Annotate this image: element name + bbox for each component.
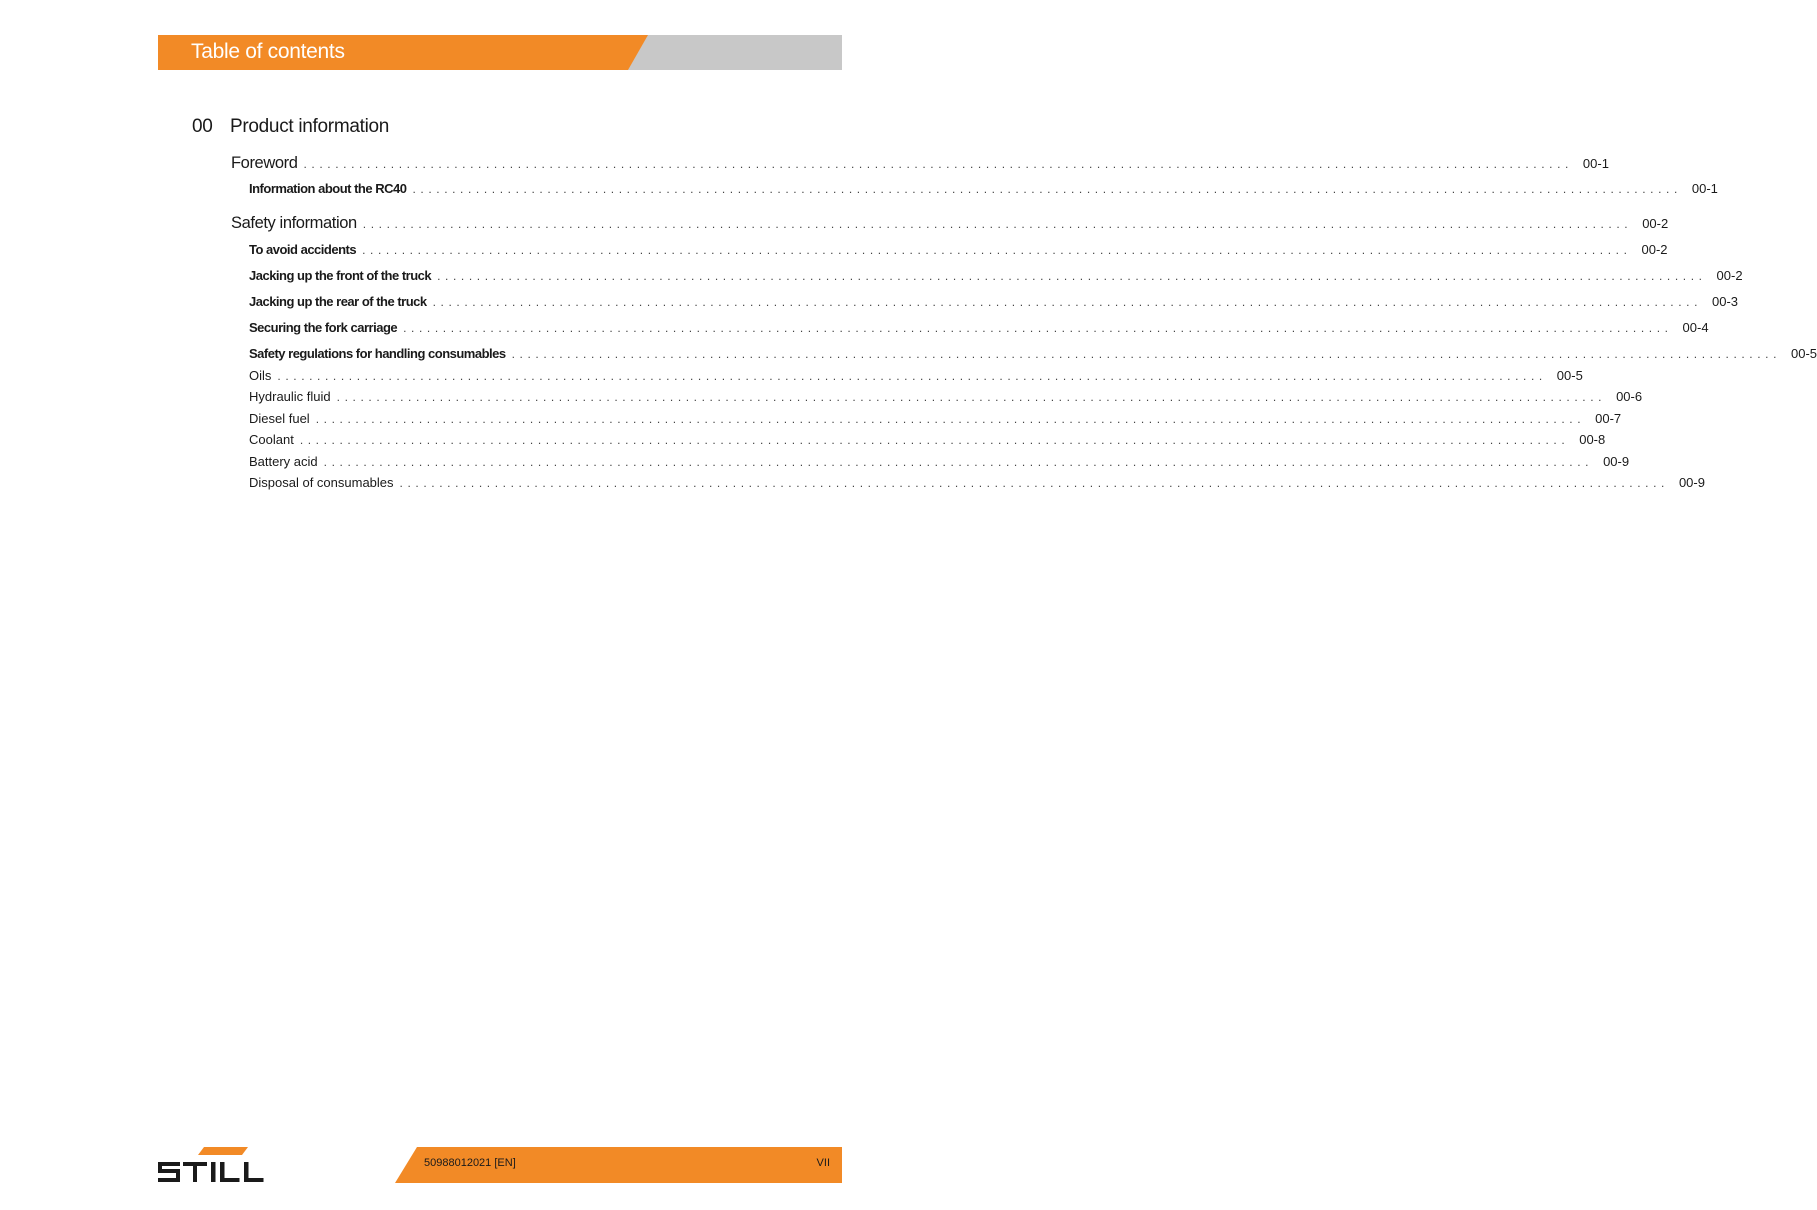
toc-entry-page: 00-4 [1682, 320, 1709, 335]
toc-dot-leader: ................................................................................................................................................................ [399, 476, 1669, 490]
toc-entry[interactable] [249, 294, 1739, 309]
toc-dot-leader: ................................................................................................................................................................ [299, 433, 1570, 447]
toc-entry-page: 00-8 [1579, 432, 1606, 447]
toc-entry[interactable] [249, 346, 1817, 361]
toc-entry-title: Disposal of consumables [249, 475, 394, 490]
toc-entry-title: Foreword [231, 154, 298, 172]
toc-entry[interactable] [249, 454, 1630, 469]
toc-entry-title: Safety information [231, 214, 357, 232]
toc-entry-title: Hydraulic fluid [249, 389, 331, 404]
toc-entry-title: Jacking up the front of the truck [249, 268, 432, 283]
toc-dot-leader: ................................................................................................................................................................ [323, 455, 1594, 469]
toc-entry[interactable] [231, 214, 1669, 233]
chapter-heading [192, 116, 389, 138]
toc-entry-title: Oils [249, 368, 272, 383]
toc-entry-title: Coolant [249, 432, 294, 447]
toc-entry-page: 00-1 [1582, 156, 1609, 171]
toc-dot-leader: ................................................................................................................................................................ [412, 182, 1682, 196]
still-logo [158, 1147, 284, 1183]
toc-entry-title: To avoid accidents [249, 242, 357, 257]
toc-entry[interactable] [249, 320, 1709, 335]
toc-entry-page: 00-2 [1641, 242, 1668, 257]
toc-entry-page: 00-9 [1603, 454, 1630, 469]
toc-entry-page: 00-2 [1642, 216, 1669, 231]
toc-entry[interactable] [249, 432, 1606, 447]
toc-dot-leader: ................................................................................................................................................................ [362, 243, 1632, 257]
toc-entry[interactable] [231, 154, 1609, 173]
toc-entry-page: 00-3 [1712, 294, 1739, 309]
toc-dot-leader: ................................................................................................................................................................ [303, 157, 1573, 171]
toc-dot-leader: ................................................................................................................................................................ [403, 321, 1673, 335]
chapter-number: 00 [192, 116, 213, 137]
toc-dot-leader: ................................................................................................................................................................ [511, 347, 1782, 361]
toc-entry-title: Jacking up the rear of the truck [249, 294, 427, 309]
page-title: Table of contents [191, 40, 345, 63]
toc-entry-title: Safety regulations for handling consumables [249, 346, 506, 361]
toc-dot-leader: ................................................................................................................................................................ [277, 369, 1547, 383]
chapter-title: Product information [230, 116, 390, 137]
toc-entry-page: 00-5 [1791, 346, 1817, 361]
toc-entry[interactable] [249, 242, 1668, 257]
toc-entry-page: 00-9 [1678, 475, 1705, 490]
toc-dot-leader: ................................................................................................................................................................ [315, 412, 1586, 426]
toc-entry-title: Information about the RC40 [249, 181, 407, 196]
footer-bar [395, 1147, 842, 1183]
toc-entry-title: Diesel fuel [249, 411, 310, 426]
toc-entry-title: Securing the fork carriage [249, 320, 398, 335]
toc-dot-leader: ................................................................................................................................................................ [362, 217, 1633, 231]
toc-entry[interactable] [249, 368, 1583, 383]
toc-entry[interactable] [249, 475, 1705, 490]
header-banner [158, 35, 842, 70]
toc-entry[interactable] [249, 181, 1718, 196]
toc-entry-page: 00-7 [1595, 411, 1622, 426]
toc-entry[interactable] [249, 268, 1743, 283]
toc-entry-page: 00-1 [1691, 181, 1718, 196]
toc-entry[interactable] [249, 411, 1622, 426]
toc-entry-title: Battery acid [249, 454, 318, 469]
toc-entry-page: 00-5 [1556, 368, 1583, 383]
document-number: 50988012021 [EN] [424, 1157, 516, 1169]
toc-dot-leader: ................................................................................................................................................................ [336, 390, 1607, 404]
toc-entry-page: 00-2 [1716, 268, 1743, 283]
toc-dot-leader: ................................................................................................................................................................ [437, 269, 1707, 283]
toc-entry-page: 00-6 [1616, 389, 1643, 404]
toc-dot-leader: ................................................................................................................................................................ [432, 295, 1703, 309]
toc-entry[interactable] [249, 389, 1643, 404]
page-number: VII [816, 1157, 830, 1169]
